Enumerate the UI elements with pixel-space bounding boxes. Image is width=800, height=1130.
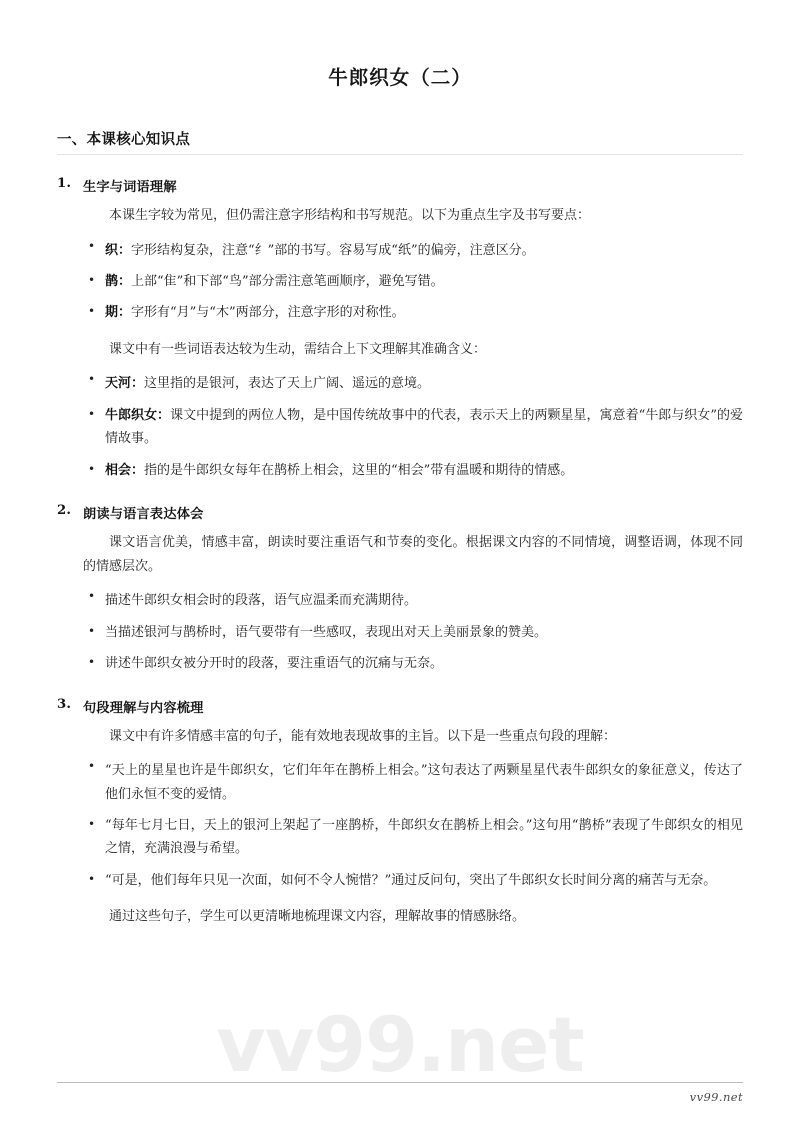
page-title: 牛郎织女（二） bbox=[328, 66, 472, 89]
char-lead: 织： bbox=[105, 242, 132, 258]
word-item-list bbox=[57, 361, 743, 482]
subsection-number-1: 1. bbox=[57, 176, 72, 191]
list-item bbox=[87, 228, 743, 262]
subsection-number-3: 3. bbox=[57, 696, 72, 712]
list-item: • 当描述银河与鹊桥时，语气要带有一些感叹，表现出对天上美丽景象的赞美。 bbox=[87, 613, 743, 644]
word-lead: 牛郎织女： bbox=[105, 407, 171, 423]
subsection-3-closing: 通过这些句子，学生可以更清晰地梳理课文内容，理解故事的情感脉络。 bbox=[109, 909, 526, 925]
list-item: • 讲述牛郎织女被分开时的段落，要注重语气的沉痛与无奈。 bbox=[87, 644, 743, 675]
word-text: 指的是牛郎织女每年在鹊桥上相会，这里的“相会”带有温暖和期待的情感。 bbox=[144, 462, 574, 478]
subsection-title-3: 句段理解与内容梳理 bbox=[83, 700, 204, 716]
subsection-title-1: 生字与词语理解 bbox=[83, 180, 177, 195]
subsection-title-2: 朗读与语言表达体会 bbox=[83, 507, 204, 523]
list-item bbox=[87, 396, 743, 451]
char-item-list bbox=[57, 228, 743, 325]
sentence-item-list bbox=[57, 748, 743, 892]
subsection-heading-2 bbox=[57, 482, 743, 522]
list-item bbox=[87, 361, 743, 395]
word-lead: 相会： bbox=[105, 462, 145, 478]
char-lead: 期： bbox=[105, 305, 132, 321]
char-text: 上部“隹”和下部“鸟”部分需注意笔画顺序，避免写错。 bbox=[131, 274, 444, 290]
word-text: 这里指的是银河，表达了天上广阔、遥远的意境。 bbox=[144, 376, 431, 392]
list-item: • “可是，他们每年只见一次面，如何不令人惋惜？”通过反问句，突出了牛郎织女长时间分离的痛苦与无奈。 bbox=[87, 861, 743, 892]
list-item bbox=[87, 293, 743, 324]
word-lead: 天河： bbox=[105, 376, 145, 392]
subsection-2-intro: 课文语言优美，情感丰富，朗读时要注重语气和节奏的变化。根据课文内容的不同情境，调整语调，体现不同的情感层次。 bbox=[83, 535, 743, 574]
subsection-1-second-intro: 课文中有一些词语表达较为生动，需结合上下文理解其准确含义： bbox=[109, 341, 487, 357]
char-text: 字形结构复杂，注意“纟”部的书写。容易写成“纸”的偏旁，注意区分。 bbox=[131, 242, 535, 258]
reading-item-list bbox=[57, 578, 743, 675]
list-item bbox=[87, 262, 743, 293]
section-heading: 一、本课核心知识点 bbox=[57, 90, 743, 155]
list-item: • “天上的星星也许是牛郎织女，它们年年在鹊桥上相会。”这句表达了两颗星星代表牛郎织女的象征意义，传达了他们永恒不变的爱情。 bbox=[87, 748, 743, 806]
char-text: 字形有“月”与“木”两部分，注意字形的对称性。 bbox=[131, 305, 405, 321]
list-item: • 描述牛郎织女相会时的段落，语气应温柔而充满期待。 bbox=[87, 578, 743, 612]
word-text: 课文中提到的两位人物，是中国传统故事中的代表，表示天上的两颗星星，寓意着“牛郎与织女”的爱情故事。 bbox=[105, 407, 743, 447]
subsection-heading-3 bbox=[57, 676, 743, 716]
watermark-vv99: vv99.net bbox=[216, 1000, 584, 1089]
subsection-number-2: 2. bbox=[57, 503, 72, 519]
char-lead: 鹊： bbox=[105, 274, 132, 290]
list-item: • “每年七月七日，天上的银河上架起了一座鹊桥，牛郎织女在鹊桥上相会。”这句用“鹊桥”表现了牛郎织女的相见之情，充满浪漫与希望。 bbox=[87, 806, 743, 861]
page-footer: vv99.net bbox=[57, 1082, 743, 1104]
list-item bbox=[87, 451, 743, 482]
subsection-1-intro: 本课生字较为常见，但仍需注意字形结构和书写规范。以下为重点生字及书写要点： bbox=[109, 208, 591, 223]
subsection-heading-1 bbox=[57, 155, 743, 195]
subsection-3-intro: 课文中有许多情感丰富的句子，能有效地表现故事的主旨。以下是一些重点句段的理解： bbox=[109, 728, 617, 744]
